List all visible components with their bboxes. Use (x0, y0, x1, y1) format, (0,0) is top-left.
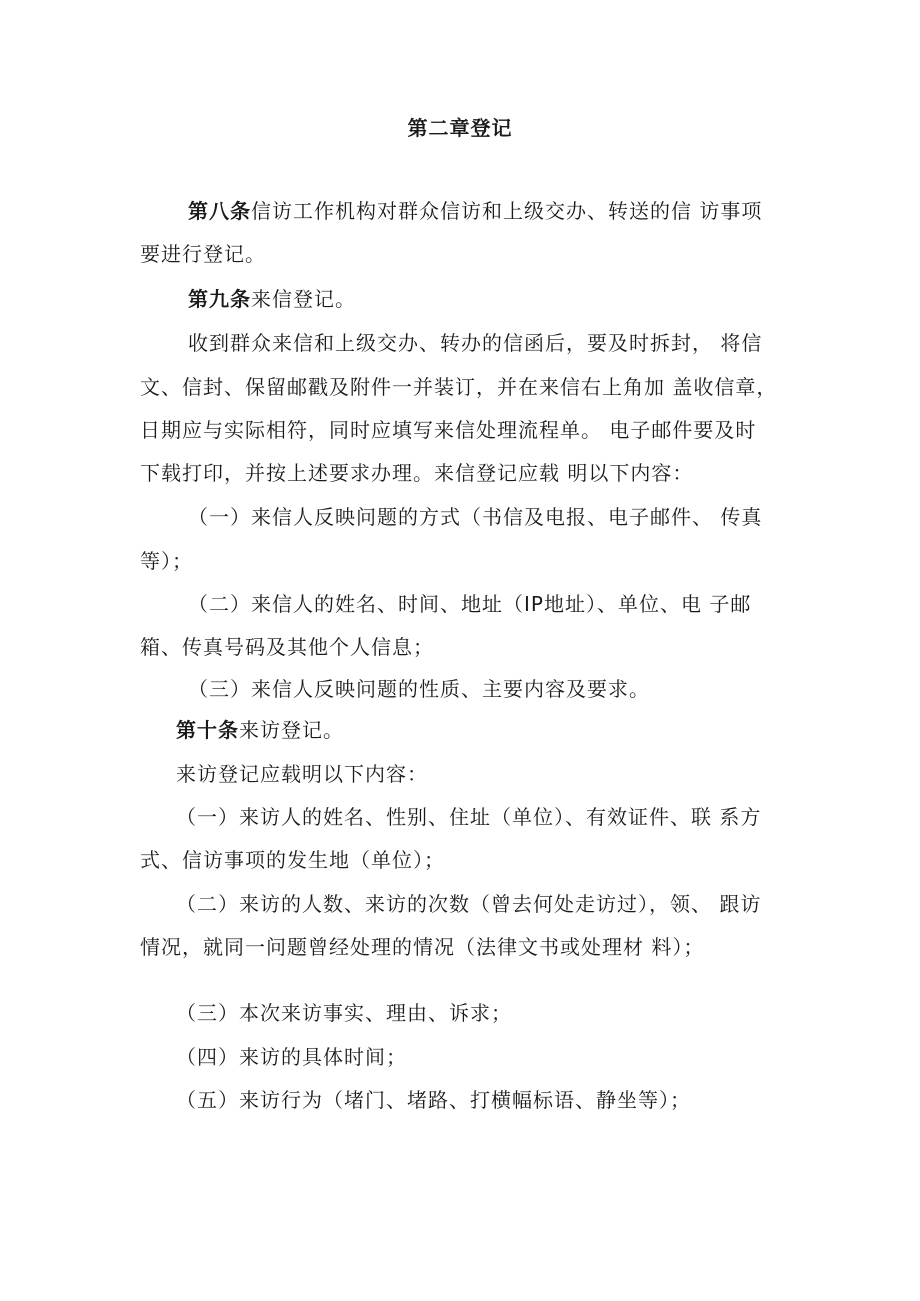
article-10-heading-tail: 来访登记。 (239, 718, 344, 742)
article-10-intro: 来访登记应载明以下内容： (176, 762, 428, 786)
article-9-heading: 第九条 (188, 287, 251, 311)
article-9-para-line-1: 收到群众来信和上级交办、转办的信函后，要及时拆封， 将信 (188, 331, 763, 355)
article-9-heading-line (188, 287, 356, 311)
article-8-text-1: 信访工作机构对群众信访和上级交办、转送的信 访事项 (251, 199, 763, 223)
article-9-item-3: （三）来信人反映问题的性质、主要内容及要求。 (188, 677, 650, 701)
article-10-heading: 第十条 (176, 718, 239, 742)
article-10-item-1-line-2: 式、信访事项的发生地（单位）； (140, 848, 445, 872)
article-9-heading-tail: 来信登记。 (251, 287, 356, 311)
article-10-heading-line (176, 718, 344, 742)
article-9-para-line-2: 文、信封、保留邮戳及附件一并装订，并在来信右上角加 盖收信章， (140, 375, 778, 399)
article-9-para-line-4: 下载打印，并按上述要求办理。来信登记应载 明以下内容： (140, 461, 694, 485)
article-10-item-2-line-1: （二）来访的人数、来访的次数（曾去何处走访过），领、 跟访 (176, 892, 762, 916)
chapter-title: 第二章登记 (407, 116, 513, 140)
article-8-line-1 (188, 199, 762, 223)
article-10-item-3: （三）本次来访事实、理由、诉求； (176, 1001, 512, 1025)
article-10-item-2-line-2: 情况，就同一问题曾经处理的情况（法律文书或处理材 料）； (140, 935, 705, 959)
article-10-item-1-line-1: （一）来访人的姓名、性别、住址（单位）、有效证件、联 系方 (176, 805, 762, 829)
article-8-line-2: 要进行登记。 (140, 242, 266, 266)
article-8-heading: 第八条 (188, 199, 251, 223)
article-9-para-line-3: 日期应与实际相符，同时应填写来信处理流程单。 电子邮件要及时 (140, 418, 757, 442)
article-9-item-1-line-2: 等）； (140, 549, 193, 573)
article-10-item-4: （四）来访的具体时间； (176, 1045, 407, 1069)
article-10-item-5: （五）来访行为（堵门、堵路、打横幅标语、静坐等）； (176, 1088, 691, 1112)
article-9-item-2-line-2: 箱、传真号码及其他个人信息； (140, 635, 434, 659)
article-9-item-1-line-1: （一）来信人反映问题的方式（书信及电报、电子邮件、 传真 (188, 505, 763, 529)
article-9-item-2-line-1: （二）来信人的姓名、时间、地址（IP地址）、单位、电 子邮 (188, 592, 752, 616)
